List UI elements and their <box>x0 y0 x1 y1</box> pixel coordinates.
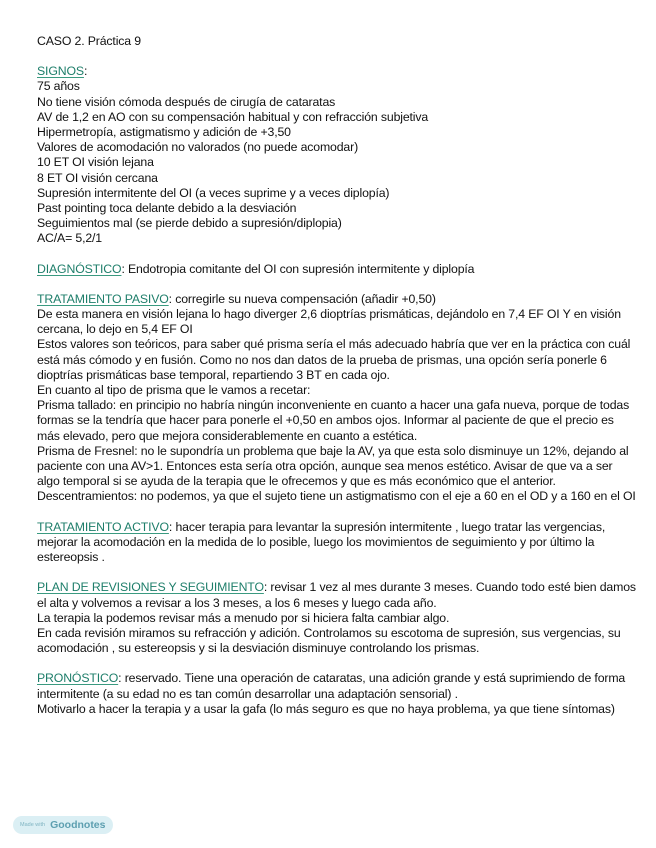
signos-heading: SIGNOS <box>37 64 84 79</box>
section-plan-revisiones <box>37 580 637 656</box>
pronostico-intro <box>37 671 637 701</box>
pronostico-text: : reservado. Tiene una operación de cataratas, una adición grande y está suprimiendo de forma intermitente (a su edad no es tan común desarrollar una adaptación sensorial) . <box>37 671 626 701</box>
signos-line: No tiene visión cómoda después de cirugía de cataratas <box>37 94 336 109</box>
signos-line: Supresión intermitente del OI (a veces suprime y a veces diplopía) <box>37 185 390 200</box>
document-page <box>37 34 637 732</box>
pasivo-paragraph: De esta manera en visión lejana lo hago diverger 2,6 dioptrías prismáticas, dejándolo en 7,4 EF OI Y en visión cercana, lo dejo en 5,4 EF OI <box>37 307 621 337</box>
pronostico-heading: PRONÓSTICO <box>37 671 119 686</box>
section-diagnostico <box>37 262 637 277</box>
activo-text: : hacer terapia para levantar la supresión intermitente , luego tratar las vergencias, mejorar la acomodación en la medida de lo posible, luego los movimientos de seguimiento y por último la estereopsis . <box>37 519 606 565</box>
plan-intro <box>37 580 637 610</box>
activo-heading: TRATAMIENTO ACTIVO <box>37 519 169 534</box>
signos-line: 8 ET OI visión cercana <box>37 170 158 185</box>
diagnostico-heading: DIAGNÓSTICO <box>37 261 122 276</box>
signos-heading-line: SIGNOS: <box>37 64 88 79</box>
document-title: CASO 2. Práctica 9 <box>37 34 141 48</box>
signos-line: Past pointing toca delante debido a la desviación <box>37 201 297 216</box>
pasivo-paragraph: En cuanto al tipo de prisma que le vamos a recetar: <box>37 383 311 398</box>
signos-line: 10 ET OI visión lejana <box>37 155 154 170</box>
pasivo-intro <box>37 292 637 307</box>
section-signos <box>37 64 637 246</box>
pasivo-paragraph: Estos valores son teóricos, para saber qué prisma sería el más adecuado habría que ver en la práctica con cuál está más cómodo y en fusión. Como no nos dan datos de la prueba de prismas, una opción sería ponerle 6 dioptrías prismáticas base temporal, repartiendo 3 BT en cada ojo. <box>37 337 631 382</box>
signos-line: 75 años <box>37 79 80 94</box>
signos-line: Valores de acomodación no valorados (no puede acomodar) <box>37 140 359 155</box>
section-pronostico <box>37 671 637 717</box>
section-tratamiento-pasivo <box>37 292 637 505</box>
plan-heading: PLAN DE REVISIONES Y SEGUIMIENTO <box>37 580 264 595</box>
activo-paragraph <box>37 520 637 566</box>
signos-line: Seguimientos mal (se pierde debido a supresión/diplopia) <box>37 216 342 231</box>
pasivo-heading: TRATAMIENTO PASIVO <box>37 291 169 306</box>
pasivo-paragraph: Descentramientos: no podemos, ya que el sujeto tiene un astigmatismo con el eje a 60 en el OD y a 160 en el OI <box>37 489 636 504</box>
plan-paragraph: En cada revisión miramos su refracción y adición. Controlamos su escotoma de supresión, sus vergencias, su acomodación , su estereopsis y si la desviación disminuye controlando los prismas. <box>37 625 621 656</box>
signos-line: AC/A= 5,2/1 <box>37 231 102 246</box>
section-tratamiento-activo <box>37 520 637 566</box>
watermark-brand: Goodnotes <box>50 819 106 831</box>
goodnotes-watermark <box>13 816 113 834</box>
diagnostico-text: : Endotropia comitante del OI con supresión intermitente y diplopía <box>121 261 475 276</box>
signos-line: Hipermetropía, astigmatismo y adición de +3,50 <box>37 125 291 140</box>
pasivo-paragraph: Prisma de Fresnel: no le supondría un problema que baje la AV, ya que esta solo disminuye un 12%, dejando al paciente con una AV>1. Entonces esta sería otra opción, aunque sea menos estético. Avisar de que va a ser algo temporal si se ayuda de la terapia que le ofrecemos y que es más económico que el anterior. <box>37 443 629 489</box>
pronostico-paragraph: Motivarlo a hacer la terapia y a usar la gafa (lo más seguro es que no haya problema, ya que tiene síntomas) <box>37 701 615 716</box>
plan-paragraph: La terapia la podemos revisar más a menudo por si hiciera falta cambiar algo. <box>37 610 450 625</box>
diagnostico-paragraph <box>37 262 637 277</box>
pasivo-paragraph: Prisma tallado: en principio no habría ningún inconveniente en cuanto a hacer una gafa nueva, porque de todas formas se la tendría que hacer para ponerle el +0,50 en ambos ojos. Informar al paciente de que el precio es más elevado, pero que mejora considerablemente en cuanto a estética. <box>37 398 630 443</box>
plan-text: : revisar 1 vez al mes durante 3 meses. Cuando todo esté bien damos el alta y volvemos a revisar a los 3 meses, a los 6 meses y luego cada año. <box>37 580 636 610</box>
signos-line: AV de 1,2 en AO con su compensación habitual y con refracción subjetiva <box>37 109 429 124</box>
watermark-prefix: Made with <box>20 822 46 828</box>
pasivo-text: : corregirle su nueva compensación (añadir +0,50) <box>168 291 436 306</box>
